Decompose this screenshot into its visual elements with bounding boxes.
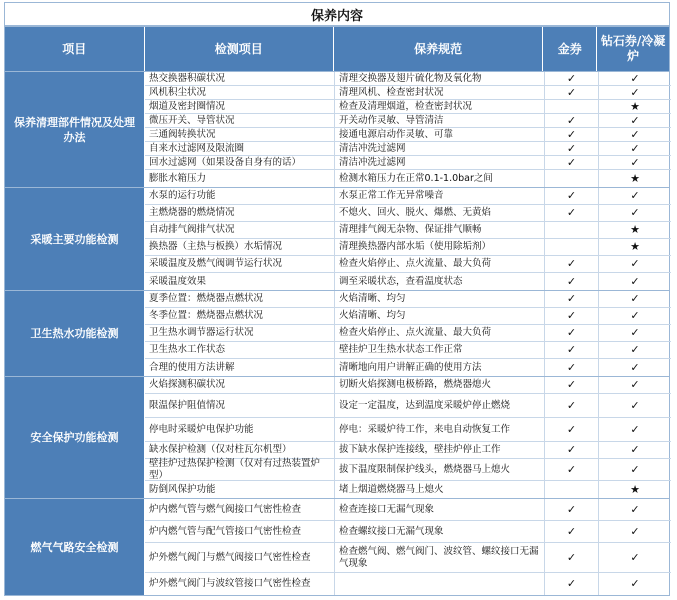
standard-cell: 检查及清理烟道，检查密封状况: [335, 100, 545, 113]
standard-cell: 设定一定温度，达到温度采暖炉停止燃烧: [335, 394, 545, 417]
gold-mark-cell: ✓: [545, 573, 599, 595]
table-row: [145, 308, 671, 325]
diamond-mark-cell: ✓: [630, 577, 640, 590]
check-item-cell: 壁挂炉过热保护检测（仅对有过热装置炉型）: [145, 459, 335, 480]
diamond-mark-cell: ✓: [630, 502, 640, 516]
standard-cell: 停电：采暖炉待工作，来电自动恢复工作: [335, 418, 545, 441]
check-item-cell: 主燃烧器的燃烧情况: [145, 205, 335, 221]
table-row: [145, 442, 671, 459]
header-item: 项目: [5, 27, 145, 71]
diamond-mark-cell: ✓: [630, 550, 640, 564]
table-row: [145, 273, 671, 290]
section-rows: [145, 291, 671, 376]
standard-cell: 检查连接口无漏气现象: [335, 499, 545, 520]
diamond-mark-cell: ✓: [630, 85, 640, 99]
table-row: [145, 325, 671, 342]
standard-cell: 不熄火、回火、脱火、爆燃、无黄焰: [335, 205, 545, 221]
table-row: [145, 156, 671, 170]
check-item-cell: 卫生热水工作状态: [145, 342, 335, 358]
gold-mark-cell: ✓: [545, 72, 599, 85]
table-row: [145, 377, 671, 394]
standard-cell: 火焰清晰、均匀: [335, 308, 545, 324]
header-standard: 保养规范: [334, 27, 543, 71]
standard-cell: 切断火焰探测电极桥路，燃烧器熄火: [335, 377, 545, 393]
check-item-cell: 炉外燃气阀门与燃气阀接口气密性检查: [145, 543, 335, 572]
section: [5, 499, 669, 595]
diamond-mark-cell: ✓: [630, 422, 640, 436]
gold-mark-cell: ✓: [545, 308, 599, 324]
check-item-cell: 采暖温度及燃气阀调节运行状况: [145, 256, 335, 272]
table-row: [145, 170, 671, 187]
check-item-cell: 微压开关、导管状况: [145, 114, 335, 127]
table-row: [145, 481, 671, 498]
table-row: [145, 573, 671, 595]
check-item-cell: 防倒风保护功能: [145, 481, 335, 498]
standard-cell: 清洁冲洗过滤网: [335, 142, 545, 155]
table-row: [145, 543, 671, 573]
table-row: [145, 256, 671, 273]
gold-mark-cell: ✓: [545, 156, 599, 169]
standard-cell: 清理交换器及翅片硫化物及氧化物: [335, 72, 545, 85]
check-item-cell: 自动排气阀排气状况: [145, 222, 335, 238]
standard-cell: 水泵正常工作无异常噪音: [335, 188, 545, 204]
standard-cell: 调至采暖状态，查看温度状态: [335, 273, 545, 290]
table-row: [145, 459, 671, 481]
diamond-mark-cell: ✓: [630, 524, 640, 538]
diamond-mark-cell: ✓: [630, 127, 640, 141]
gold-mark-cell: ✓: [545, 521, 599, 542]
standard-cell: 检查燃气阀、燃气阀门、波纹管、螺纹接口无漏气现象: [335, 543, 545, 572]
diamond-mark-cell: ✓: [630, 462, 640, 476]
section: [5, 188, 669, 291]
standard-cell: 清晰地向用户讲解正确的使用方法: [335, 359, 545, 376]
diamond-mark-cell: ✓: [630, 378, 640, 391]
gold-mark-cell: ✓: [545, 86, 599, 99]
table-row: [145, 142, 671, 156]
table-row: [145, 418, 671, 442]
table-row: [145, 205, 671, 222]
gold-mark-cell: ✓: [545, 256, 599, 272]
standard-cell: 检查火焰停止、点火流量、最大负荷: [335, 256, 545, 272]
gold-mark-cell: [545, 100, 599, 113]
check-item-cell: 采暖温度效果: [145, 273, 335, 290]
table-body: [4, 72, 670, 596]
standard-cell: 堵上烟道燃烧器马上熄火: [335, 481, 545, 498]
standard-cell: 拔下温度限制保护线头，燃烧器马上熄火: [335, 459, 545, 480]
gold-mark-cell: ✓: [545, 442, 599, 458]
gold-mark-cell: ✓: [545, 499, 599, 520]
standard-cell: 检测水箱压力在正常0.1-1.0bar之间: [335, 170, 545, 187]
table-title: 保养内容: [4, 2, 670, 26]
gold-mark-cell: ✓: [545, 359, 599, 376]
gold-mark-cell: ✓: [545, 342, 599, 358]
check-item-cell: 炉内燃气管与燃气阀接口气密性检查: [145, 499, 335, 520]
check-item-cell: 冬季位置：燃烧器点燃状况: [145, 308, 335, 324]
check-item-cell: 限温保护阻值情况: [145, 394, 335, 417]
table-row: [145, 359, 671, 376]
header-row: [4, 26, 670, 72]
section-label: 采暖主要功能检测: [5, 188, 145, 290]
table-row: [145, 72, 671, 86]
table-row: [145, 291, 671, 308]
diamond-mark-cell: ✓: [630, 113, 640, 127]
check-item-cell: 卫生热水调节器运行状况: [145, 325, 335, 341]
table-row: [145, 188, 671, 205]
table-row: [145, 86, 671, 100]
check-item-cell: 炉外燃气阀门与波纹管接口气密性检查: [145, 573, 335, 595]
diamond-mark-cell: ✓: [630, 326, 640, 339]
table-row: [145, 222, 671, 239]
check-item-cell: 三通阀转换状况: [145, 128, 335, 141]
gold-mark-cell: ✓: [545, 418, 599, 441]
diamond-mark-cell: ✓: [630, 343, 640, 356]
table-row: [145, 128, 671, 142]
section-rows: [145, 499, 671, 595]
diamond-mark-cell: ✓: [630, 360, 640, 374]
table-row: [145, 342, 671, 359]
section: [5, 72, 669, 188]
gold-mark-cell: ✓: [545, 459, 599, 480]
standard-cell: 清理换热器内部水垢（使用除垢剂）: [335, 239, 545, 255]
standard-cell: 火焰清晰、均匀: [335, 291, 545, 307]
section-rows: [145, 377, 671, 498]
table-row: [145, 394, 671, 418]
diamond-mark-cell: ✓: [630, 292, 640, 305]
diamond-mark-cell: ★: [630, 223, 640, 236]
gold-mark-cell: ✓: [545, 325, 599, 341]
standard-cell: 清洁冲洗过滤网: [335, 156, 545, 169]
section-label: 燃气气路安全检测: [5, 499, 145, 595]
gold-mark-cell: ✓: [545, 128, 599, 141]
gold-mark-cell: ✓: [545, 188, 599, 204]
diamond-mark-cell: ✓: [630, 443, 640, 456]
gold-mark-cell: ✓: [545, 142, 599, 155]
standard-cell: 检查螺纹接口无漏气现象: [335, 521, 545, 542]
check-item-cell: 合理的使用方法讲解: [145, 359, 335, 376]
section: [5, 377, 669, 499]
check-item-cell: 停电时采暖炉电保护功能: [145, 418, 335, 441]
table-row: [145, 521, 671, 543]
standard-cell: 壁挂炉卫生热水状态工作正常: [335, 342, 545, 358]
section-rows: [145, 188, 671, 290]
gold-mark-cell: ✓: [545, 543, 599, 572]
check-item-cell: 风机积尘状况: [145, 86, 335, 99]
diamond-mark-cell: ✓: [630, 155, 640, 169]
diamond-mark-cell: ✓: [630, 206, 640, 219]
check-item-cell: 自来水过滤网及限流圈: [145, 142, 335, 155]
section-label: 卫生热水功能检测: [5, 291, 145, 376]
check-item-cell: 烟道及密封圈情况: [145, 100, 335, 113]
check-item-cell: 火焰探测积碳状况: [145, 377, 335, 393]
standard-cell: 接通电源启动作灵敏、可靠: [335, 128, 545, 141]
diamond-mark-cell: ✓: [630, 274, 640, 288]
standard-cell: 清理风机、检查密封状况: [335, 86, 545, 99]
diamond-mark-cell: ★: [630, 482, 640, 496]
gold-mark-cell: ✓: [545, 273, 599, 290]
diamond-mark-cell: ★: [630, 240, 640, 253]
section-label: 安全保护功能检测: [5, 377, 145, 498]
table-row: [145, 239, 671, 256]
check-item-cell: 炉内燃气管与配气管接口气密性检查: [145, 521, 335, 542]
table-row: [145, 114, 671, 128]
section: [5, 291, 669, 377]
standard-cell: 拔下缺水保护连接线，壁挂炉停止工作: [335, 442, 545, 458]
header-check: 检测项目: [145, 27, 334, 71]
diamond-mark-cell: ✓: [630, 71, 640, 85]
table-row: [145, 499, 671, 521]
check-item-cell: 换热器（主热与板换）水垢情况: [145, 239, 335, 255]
check-item-cell: 膨胀水箱压力: [145, 170, 335, 187]
gold-mark-cell: ✓: [545, 394, 599, 417]
section-rows: [145, 72, 671, 187]
gold-mark-cell: [545, 222, 599, 238]
header-diamond: 钻石券/冷凝炉: [600, 34, 666, 63]
standard-cell: 检查火焰停止、点火流量、最大负荷: [335, 325, 545, 341]
diamond-mark-cell: ★: [630, 171, 640, 185]
diamond-mark-cell: ✓: [630, 189, 640, 202]
gold-mark-cell: ✓: [545, 205, 599, 221]
diamond-mark-cell: ✓: [630, 309, 640, 322]
standard-cell: 开关动作灵敏、导管清洁: [335, 114, 545, 127]
gold-mark-cell: [545, 481, 599, 498]
header-gold: 金券: [543, 27, 597, 71]
diamond-mark-cell: ✓: [630, 398, 640, 412]
section-label: 保养清理部件情况及处理办法: [5, 72, 145, 187]
check-item-cell: 缺水保护检测（仅对柱瓦尔机型）: [145, 442, 335, 458]
table-row: [145, 100, 671, 114]
check-item-cell: 回水过滤网（如果设备自身有的话）: [145, 156, 335, 169]
diamond-mark-cell: ✓: [630, 141, 640, 155]
gold-mark-cell: ✓: [545, 377, 599, 393]
gold-mark-cell: ✓: [545, 114, 599, 127]
standard-cell: [335, 573, 545, 595]
check-item-cell: 热交换器积碳状况: [145, 72, 335, 85]
diamond-mark-cell: ✓: [630, 257, 640, 270]
gold-mark-cell: [545, 170, 599, 187]
check-item-cell: 夏季位置：燃烧器点燃状况: [145, 291, 335, 307]
gold-mark-cell: [545, 239, 599, 255]
diamond-mark-cell: ★: [630, 99, 640, 113]
standard-cell: 清理排气阀无杂物、保证排气顺畅: [335, 222, 545, 238]
gold-mark-cell: ✓: [545, 291, 599, 307]
check-item-cell: 水泵的运行功能: [145, 188, 335, 204]
